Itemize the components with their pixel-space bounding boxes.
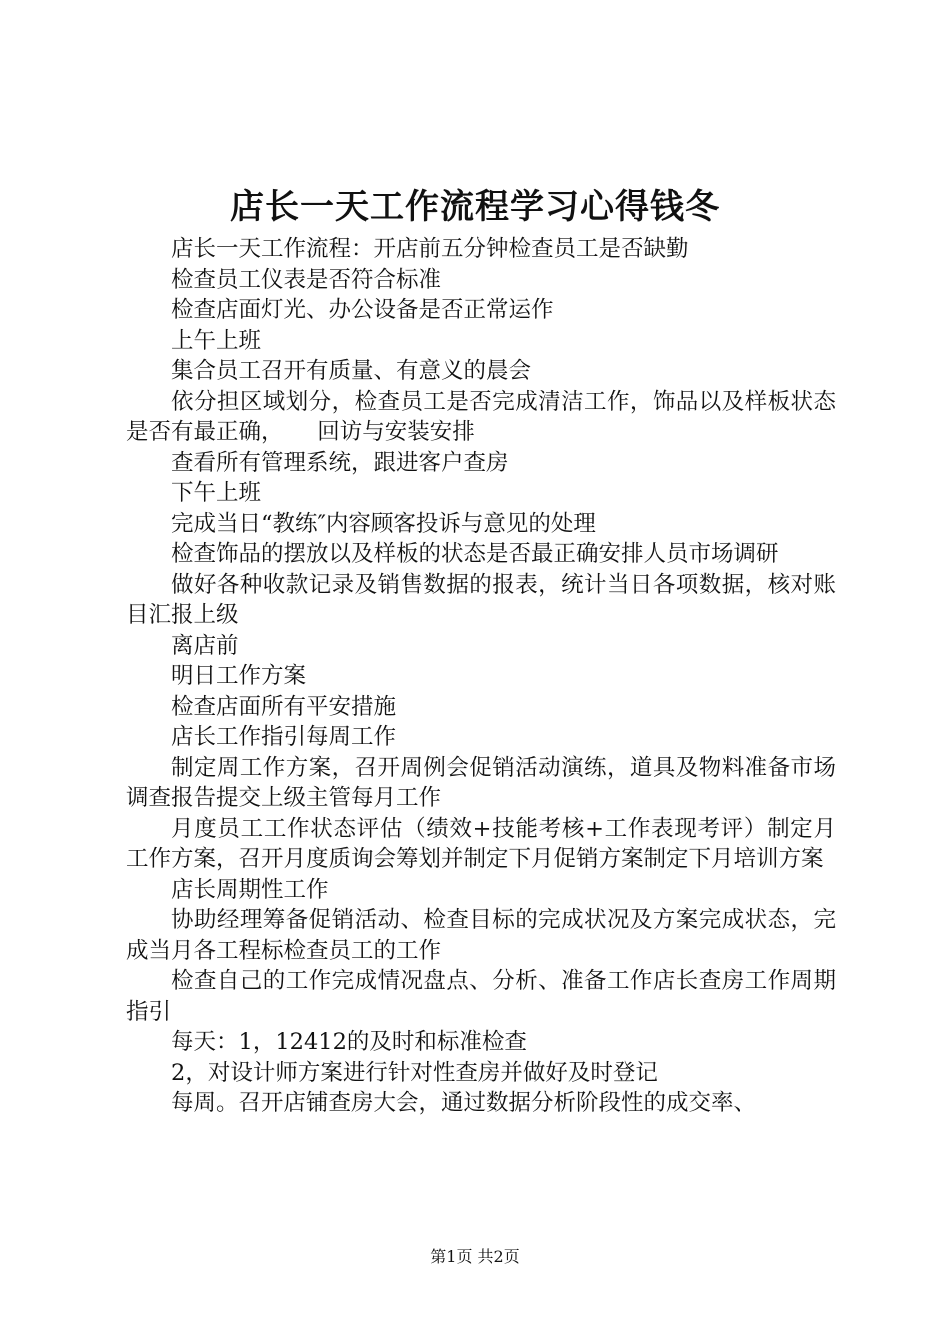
- paragraph: 检查员工仪表是否符合标准: [171, 266, 442, 293]
- paragraph: 制定周工作方案，召开周例会促销活动演练，道具及物料准备市场调查报告提交上级主管每月工作: [126, 754, 836, 811]
- paragraph: 检查店面灯光、办公设备是否正常运作: [171, 297, 554, 323]
- page-footer: 第1页 共2页: [430, 1247, 520, 1266]
- paragraph: 下午上班: [171, 480, 262, 506]
- paragraph: 依分担区域划分，检查员工是否完成清洁工作，饰品以及样板状态是否有最正确， 回访与安装安排: [126, 388, 836, 445]
- paragraph: 每天：1，12412的及时和标准检查: [171, 1029, 527, 1055]
- paragraph: 离店前: [171, 632, 239, 659]
- paragraph: 上午上班: [171, 327, 262, 354]
- paragraph: 协助经理筹备促销活动、检查目标的完成状况及方案完成状态，完成当月各工程标检查员工的工作: [126, 907, 836, 964]
- paragraph: 做好各种收款记录及销售数据的报表，统计当日各项数据，核对账目汇报上级: [126, 571, 836, 628]
- paragraph: 店长工作指引每周工作: [171, 724, 397, 750]
- paragraph: 检查饰品的摆放以及样板的状态是否最正确安排人员市场调研: [171, 541, 779, 567]
- paragraph: 检查店面所有平安措施: [171, 693, 397, 720]
- paragraph: 检查自己的工作完成情况盘点、分析、准备工作店长查房工作周期指引: [126, 968, 836, 1025]
- paragraph: 明日工作方案: [171, 663, 307, 689]
- paragraph: 每周。召开店铺查房大会，通过数据分析阶段性的成交率、: [171, 1090, 757, 1116]
- paragraph: 2，对设计师方案进行针对性查房并做好及时登记: [171, 1059, 658, 1086]
- paragraph: 查看所有管理系统，跟进客户查房: [171, 449, 509, 476]
- paragraph: 月度员工工作状态评估（绩效+技能考核+工作表现考评）制定月工作方案，召开月度质询会筹划并制定下月促销方案制定下月培训方案: [126, 815, 836, 872]
- paragraph: 集合员工召开有质量、有意义的晨会: [171, 358, 532, 384]
- document-body: [126, 234, 836, 1119]
- paragraph: 店长周期性工作: [171, 876, 329, 903]
- document-title: 店长一天工作流程学习心得钱冬: [230, 187, 720, 227]
- paragraph: 店长一天工作流程：开店前五分钟检查员工是否缺勤: [171, 236, 689, 262]
- paragraph: 完成当日“教练″内容顾客投诉与意见的处理: [171, 510, 596, 537]
